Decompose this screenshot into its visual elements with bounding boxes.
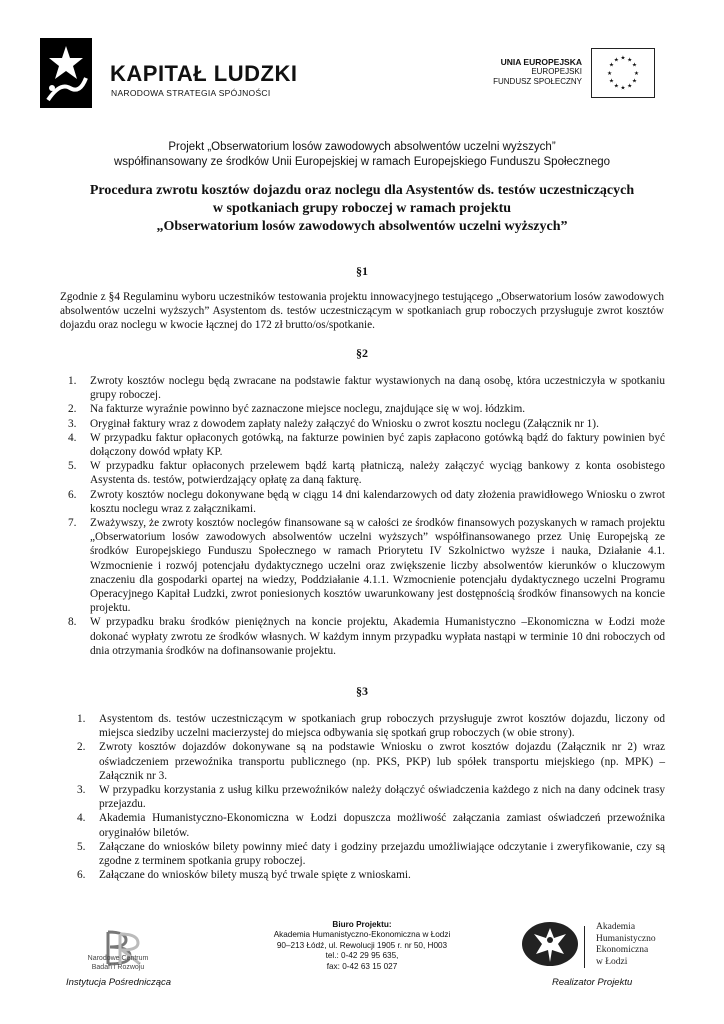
project-office-line4: fax: 0-42 63 15 027 (326, 961, 398, 971)
list-item-text: Załączane do wniosków bilety powinny mieć daty i godziny przejazdu umożliwiające odczytanie i zweryfikowanie, czy są zgodne z terminem spotkania grupy roboczej. (99, 840, 665, 868)
ahe-label-line1: Akademia (596, 922, 636, 932)
list-item (68, 417, 665, 431)
list-item-text: W przypadku faktur opłaconych gotówką, na fakturze powinien być zapis zapłacono gotówką bądź do faktury powinien być dołączony dowód wpłaty KP. (90, 431, 665, 459)
list-item (77, 783, 665, 811)
ncbr-label (78, 954, 158, 972)
list-item-text: Zwroty kosztów noclegu będą zwracane na podstawie faktur wystawionych na daną osobę, która uczestniczyła w spotkaniu grupy roboczej. (90, 375, 665, 402)
list-item-text: Asystentom ds. testów uczestniczącym w spotkaniach grup roboczych przysługuje zwrot kosztów dojazdu, liczony od miejsca siedziby uczelni macierzystej do miejsca odbywania się spotkań grup roboczych (w obie strony). (99, 713, 665, 740)
list-item (77, 811, 665, 839)
project-office-line3: tel.: 0-42 29 95 635, (325, 951, 399, 961)
list-item-text: Oryginał faktury wraz z dowodem zapłaty należy załączyć do Wniosku o zwrot kosztu noclegu (Załącznik nr 1). (90, 417, 599, 430)
ahe-divider (584, 926, 585, 968)
eu-label (470, 57, 582, 87)
project-office-line2: 90–213 Łódź, ul. Rewolucji 1905 r. nr 50, H003 (276, 940, 448, 950)
project-line1: Projekt „Obserwatorium losów zawodowych absolwentów uczelni wyższych” (168, 141, 556, 153)
project-header (60, 140, 664, 170)
eu-label-line1: UNIA EUROPEJSKA (500, 57, 582, 67)
institution-label: Instytucja Pośrednicząca (66, 977, 172, 988)
list-item-number: 4. (77, 812, 86, 825)
svg-text:★: ★ (608, 78, 615, 85)
svg-text:★: ★ (613, 83, 619, 90)
title-line1: Procedura zwrotu kosztów dojazdu oraz noclegu dla Asystentów ds. testów uczestniczących (89, 183, 635, 198)
list-item-number: 4. (68, 431, 77, 444)
list-item (77, 840, 665, 868)
list-item (68, 488, 665, 516)
project-line2: współfinansowany ze środków Unii Europejskiej w ramach Europejskiego Funduszu Społecznego (113, 156, 611, 168)
ahe-eagle-crest-icon (520, 920, 580, 968)
list-item-number: 1. (77, 713, 86, 725)
section-1-paragraph: Zgodnie z §4 Regulaminu wyboru uczestników testowania projektu innowacyjnego testującego „Obserwatorium losów zawodowych absolwentów uczelni wyższych” Asystentom ds. testów uczestniczącym w spotkaniach grup roboczych przysługuje zwrot kosztów dojazdu oraz noclegu w kwocie łącznej do 172 zł brutto/os/spotkanie. (60, 291, 664, 332)
kapital-ludzki-logo-icon (40, 38, 92, 108)
list-item (68, 374, 665, 402)
eu-label-line3: FUNDUSZ SPOŁECZNY (493, 77, 582, 86)
list-item-number: 8. (68, 616, 77, 629)
kapital-ludzki-subtitle: NARODOWA STRATEGIA SPÓJNOŚCI (111, 88, 271, 98)
ahe-label-line3: Ekonomiczna (596, 945, 649, 955)
list-item-text: Zważywszy, że zwroty kosztów noclegów finansowane są w całości ze środków finansowych pozyskanych w ramach projektu „Obserwatorium losów zawodowych absolwentów uczelni wyższych” współfinansowanego przez Unię Europejską ze środków Europejskiego Funduszu Społecznego w ramach Priorytetu IV Szkolnictwo wyższe i nauka, Działanie 4.1. Wzmocnienie i rozwój potencjału dydaktycznego uczelni oraz zwiększenie liczby absolwentów kierunków o kluczowym znaczeniu dla gospodarki opartej na wiedzy, Poddziałanie 4.1.1. Wzmocnienie potencjału dydaktycznego uczelni Programu Operacyjnego Kapitał Ludzki, zwrot poniesionych kosztów uwarunkowany jest dostępnością środków finansowych na koncie projektu. (90, 517, 665, 615)
list-item (77, 740, 665, 783)
list-item-number: 5. (77, 840, 86, 853)
list-item (68, 615, 665, 658)
eu-label-line2: EUROPEJSKI (531, 67, 582, 76)
document-title (40, 182, 684, 236)
section-3-list (77, 712, 665, 882)
realizator-label: Realizator Projektu (552, 977, 633, 988)
ahe-label-line4: w Łodzi (596, 956, 628, 967)
list-item (68, 431, 665, 459)
title-line2: w spotkaniach grupy roboczej w ramach projektu (212, 201, 512, 216)
list-item-text: Zwroty kosztów noclegu dokonywane będą w ciągu 14 dni kalendarzowych od daty złożenia prawidłowego Wniosku o zwrot kosztu noclegu wraz z załącznikami. (90, 488, 665, 515)
list-item-text: W przypadku korzystania z usług kilku przewoźników należy dołączyć oświadczenia każdego z nich na dany odcinek trasy przejazdu. (99, 784, 665, 811)
list-item-number: 3. (77, 784, 86, 797)
project-office-line1: Akademia Humanistyczno-Ekonomiczna w Łodzi (273, 930, 451, 940)
svg-text:★: ★ (613, 57, 619, 64)
list-item (68, 459, 665, 487)
kapital-ludzki-title: KAPITAŁ LUDZKI (110, 61, 298, 86)
project-office-heading: Biuro Projektu: (332, 920, 392, 929)
list-item (68, 402, 665, 416)
list-item-number: 5. (68, 460, 77, 473)
list-item-text: Załączane do wniosków bilety muszą być trwale spięte z wnioskami. (99, 869, 411, 882)
svg-text:★: ★ (608, 62, 615, 69)
list-item-text: Na fakturze wyraźnie powinno być zaznaczone miejsce noclegu, znajdujące się w woj. łódzkim. (90, 403, 526, 416)
svg-text:★: ★ (627, 83, 633, 90)
ahe-label-line2: Humanistyczno (596, 933, 656, 944)
eu-flag-icon (591, 48, 655, 98)
list-item (77, 712, 665, 740)
svg-text:★: ★ (631, 78, 638, 85)
ncbr-label-line1: Narodowe Centrum (87, 955, 149, 962)
svg-text:★: ★ (631, 62, 638, 69)
list-item-number: 1. (68, 375, 77, 387)
list-item (68, 516, 665, 615)
section-2-list (68, 374, 665, 658)
list-item-text: Zwroty kosztów dojazdów dokonywane są na podstawie Wniosku o zwrot kosztów dojazdu (Załącznik nr 2) wraz oświadczeniem przewoźnika transportu publicznego (np. PKS, PKP) lub spółek transportu miejskiego (np. MPK) – Załącznik nr 3. (99, 741, 665, 782)
list-item-number: 6. (68, 488, 77, 501)
list-item (77, 868, 665, 882)
project-office-info (262, 920, 462, 972)
svg-text:★: ★ (627, 57, 633, 64)
svg-text:★: ★ (620, 55, 626, 62)
list-item-text: Akademia Humanistyczno-Ekonomiczna w Łodzi dopuszcza możliwość załączania zamiast oświadczeń przewoźnika oryginałów biletów. (99, 812, 665, 839)
list-item-number: 6. (77, 869, 86, 882)
svg-text:★: ★ (606, 70, 613, 77)
list-item-number: 2. (77, 741, 86, 754)
svg-text:★: ★ (620, 85, 626, 92)
section-2-heading: §2 (356, 346, 368, 360)
list-item-number: 2. (68, 403, 77, 416)
section-1-heading: §1 (356, 264, 368, 278)
section-3-heading: §3 (356, 684, 368, 698)
list-item-text: W przypadku braku środków pieniężnych na koncie projektu, Akademia Humanistyczno –Ekonomiczna w Łodzi może dokonać wypłaty zwrotu ze środków własnych. W każdym innym przypadku wypłata nastąpi w terminie 10 dni roboczych od dnia otrzymania środków na dofinansowanie projektu. (90, 616, 665, 657)
ncbr-label-line2: Badań i Rozwoju (91, 964, 145, 971)
ahe-label (596, 922, 656, 968)
list-item-text: W przypadku faktur opłaconych przelewem bądź kartą płatniczą, należy załączyć wyciąg bankowy z konta osobistego Asystenta ds. testów, potwierdzający opłatę za daną fakturę. (90, 460, 665, 487)
svg-text:★: ★ (633, 70, 640, 77)
list-item-number: 7. (68, 517, 77, 530)
title-line3: „Obserwatorium losów zawodowych absolwentów uczelni wyższych” (156, 219, 568, 234)
list-item-number: 3. (68, 417, 77, 430)
